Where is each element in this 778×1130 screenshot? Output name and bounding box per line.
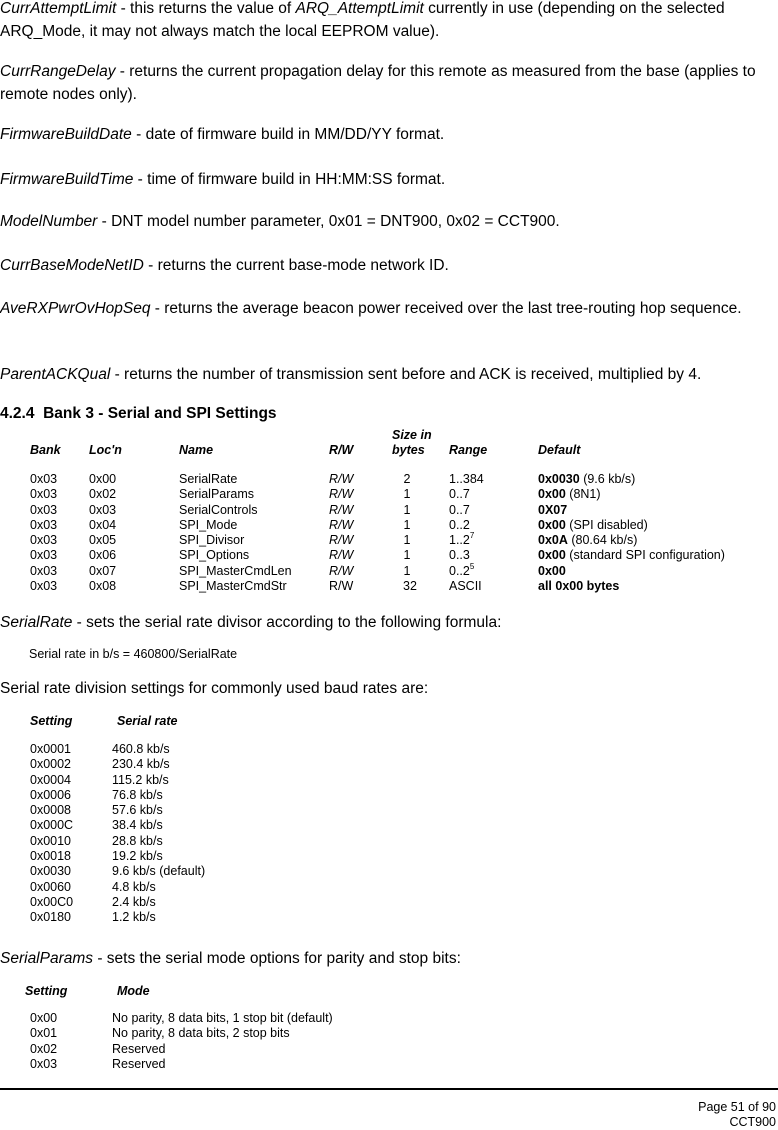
table-row: 0x0018 19.2 kb/s (30, 849, 163, 864)
serial-rate-formula: Serial rate in b/s = 460800/SerialRate (29, 647, 238, 661)
table-row: 0x03 0x04 SPI_Mode R/W 1 0..2 0x00 (SPI disabled) (30, 517, 648, 532)
table-row: 0x000C 38.4 kb/s (30, 818, 163, 833)
register-rows (0, 472, 778, 594)
table-row: 0x03 0x02 SerialParams R/W 1 0..7 0x00 (8N1) (30, 487, 601, 502)
header-size-line2: bytes (392, 443, 425, 457)
serial-rate-intro: Serial rate division settings for commonly used baud rates are: (0, 680, 429, 697)
header-default: Default (538, 443, 581, 457)
paragraph-curr-range-delay: CurrRangeDelay - returns the current propagation delay for this remote as measured from the base (applies to remote nodes only). (0, 63, 756, 103)
header-mode: Mode (117, 984, 150, 998)
rate-rows (0, 742, 400, 926)
paragraph-curr-base-mode-net-id: CurrBaseModeNetID - returns the current base-mode network ID. (0, 257, 449, 274)
header-locn: Loc'n (89, 443, 122, 457)
table-row: 0x03 0x05 SPI_Divisor R/W 1 1..2$^7$ 0x0A (80.64 kb/s) (30, 531, 638, 548)
paragraph-firmware-build-time: FirmwareBuildTime - time of firmware build in HH:MM:SS format. (0, 171, 446, 188)
table-row: 0x03 0x03 SerialControls R/W 1 0..7 0X07 (30, 502, 568, 517)
footer-doc-name: CCT900 (729, 1115, 776, 1129)
table-row: 0x0001 460.8 kb/s (30, 742, 170, 756)
table-row: 0x0004 115.2 kb/s (30, 772, 169, 787)
footer-divider (0, 1088, 778, 1090)
table-row: 0x0060 4.8 kb/s (30, 879, 156, 894)
paragraph-curr-attempt-limit: CurrAttemptLimit - this returns the value of ARQ_AttemptLimit currently in use (depending on the selected ARQ_Mode, it may not always match the local EEPROM value). (0, 0, 725, 40)
paragraph-serial-rate: SerialRate - sets the serial rate divisor according to the following formula: (0, 614, 502, 631)
table-row: 0x00 No parity, 8 data bits, 1 stop bit (default) (30, 1011, 333, 1025)
table-row: 0x03 Reserved (30, 1056, 166, 1071)
header-range: Range (449, 443, 488, 457)
table-row: 0x03 0x06 SPI_Options R/W 1 0..3 0x00 (standard SPI configuration) (30, 548, 725, 563)
header-rw: R/W (329, 443, 354, 457)
header-setting: Setting (30, 714, 73, 728)
table-row: 0x01 No parity, 8 data bits, 2 stop bits (30, 1026, 290, 1041)
header-size-line1: Size in (392, 428, 432, 442)
header-serial-rate: Serial rate (117, 714, 178, 728)
header-name: Name (179, 443, 214, 457)
mode-rows (0, 1011, 500, 1072)
table-row: 0x0010 28.8 kb/s (30, 833, 163, 848)
paragraph-firmware-build-date: FirmwareBuildDate - date of firmware build in MM/DD/YY format. (0, 126, 445, 143)
table-row: 0x03 0x07 SPI_MasterCmdLen R/W 1 0..2$^5$ 0x00 (30, 561, 566, 578)
header-mode-setting: Setting (25, 984, 68, 998)
table-row: 0x02 Reserved (30, 1041, 166, 1056)
table-row: 0x03 0x00 SerialRate R/W 2 1..384 0x0030 (9.6 kb/s) (30, 472, 636, 486)
table-row: 0x00C0 2.4 kb/s (30, 894, 156, 909)
section-heading: 4.2.4 Bank 3 - Serial and SPI Settings (0, 405, 277, 422)
header-bank: Bank (30, 443, 61, 457)
table-row: 0x0030 9.6 kb/s (default) (30, 864, 206, 879)
table-row: 0x0008 57.6 kb/s (30, 803, 163, 818)
paragraph-parent-ack-qual: ParentACKQual - returns the number of transmission sent before and ACK is received, multiplied by 4. (0, 366, 702, 383)
table-row: 0x03 0x08 SPI_MasterCmdStr R/W 32 ASCII all 0x00 bytes (30, 579, 620, 594)
paragraph-serial-params: SerialParams - sets the serial mode options for parity and stop bits: (0, 950, 461, 967)
paragraph-ave-rx-pwr: AveRXPwrOvHopSeq - returns the average beacon power received over the last tree-routing hop sequence. (0, 300, 742, 317)
paragraph-model-number: ModelNumber - DNT model number parameter, 0x01 = DNT900, 0x02 = CCT900. (0, 213, 560, 230)
table-row: 0x0006 76.8 kb/s (30, 787, 163, 802)
footer-page-number: Page 51 of 90 (698, 1100, 776, 1114)
table-row: 0x0002 230.4 kb/s (30, 757, 170, 772)
table-row: 0x0180 1.2 kb/s (30, 910, 156, 925)
